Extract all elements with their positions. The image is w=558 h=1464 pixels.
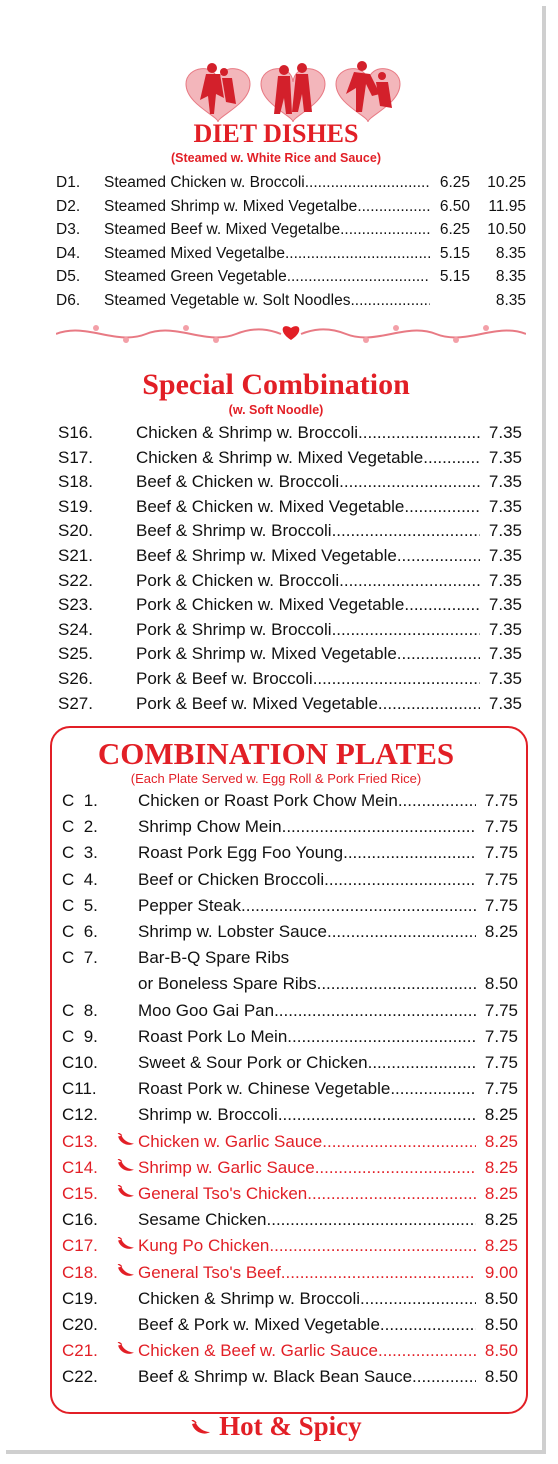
item-code: S26.: [58, 669, 93, 688]
combination-plates-title: COMBINATION PLATES: [97, 736, 455, 771]
item-price: 7.35: [488, 546, 522, 565]
item-price-large: 10.50: [487, 221, 526, 238]
item-price: 7.35: [488, 423, 522, 442]
hot-spicy-label: Hot & Spicy: [219, 1411, 362, 1441]
item-name: Chicken or Roast Pork Chow Mein .....: [138, 791, 476, 811]
item-code: C 2.: [62, 817, 98, 837]
combo-item: [62, 817, 518, 837]
item-code: S18.: [58, 472, 93, 492]
item-price: 8.50: [484, 1288, 518, 1308]
diet-item: [56, 245, 526, 263]
item-code: D6.: [56, 291, 81, 309]
item-price: 7.35: [488, 619, 522, 639]
item-name: or Boneless Spare Ribs .....: [138, 974, 476, 994]
item-code: S23.: [58, 595, 93, 615]
item-name: Pepper Steak .....: [138, 896, 476, 916]
special-combination-subtitle: (w. Soft Noodle): [228, 403, 324, 417]
hot-pepper-icon: [114, 1184, 138, 1204]
item-code: S19.: [58, 496, 93, 516]
item-code: C 7.: [62, 948, 98, 968]
combo-item: [62, 1105, 518, 1125]
item-name: Beef or Chicken Broccoli .....: [138, 870, 476, 890]
combo-item: [62, 1289, 518, 1309]
item-name: Pork & Beef w. Mixed Vegetable .....: [136, 694, 480, 714]
item-code: C18.: [62, 1262, 98, 1282]
item-code: C17.: [62, 1236, 98, 1256]
item-price: 7.35: [488, 644, 522, 664]
item-name: Sesame Chicken .....: [138, 1210, 476, 1230]
combo-item: [62, 1132, 518, 1152]
item-code: C 8.: [62, 1000, 98, 1020]
item-name: Beef & Chicken w. Mixed Vegetable .....: [136, 497, 480, 517]
item-price: 8.25: [484, 922, 518, 941]
item-price: 8.25: [484, 1236, 518, 1256]
item-code: C21.: [62, 1341, 98, 1361]
item-price: 9.00: [484, 1262, 518, 1282]
item-name: Beef & Chicken w. Broccoli .....: [136, 472, 480, 492]
combo-item: [62, 1158, 518, 1178]
item-name: Steamed Beef w. Mixed Vegetalbe .....: [104, 221, 430, 239]
item-code: C13.: [62, 1131, 98, 1151]
combo-item: [62, 1001, 518, 1021]
item-code: C10.: [62, 1053, 98, 1072]
item-price: 8.25: [484, 1184, 518, 1203]
item-code: C 6.: [62, 922, 98, 941]
item-price-small: 5.15: [439, 268, 470, 285]
item-price: 7.35: [488, 595, 522, 615]
hot-pepper-icon: [114, 1263, 138, 1283]
combo-item: [62, 1079, 518, 1099]
item-price: 7.75: [484, 1079, 518, 1099]
item-name: Shrimp w. Lobster Sauce .....: [138, 922, 476, 942]
item-price: 7.75: [484, 791, 518, 810]
item-code: C11.: [62, 1079, 97, 1099]
item-price: 7.35: [488, 669, 522, 688]
item-name: Shrimp w. Broccoli .....: [138, 1105, 476, 1125]
combo-item: [62, 843, 518, 863]
hot-pepper-icon: [114, 1132, 138, 1152]
item-name: Roast Pork w. Chinese Vegetable .....: [138, 1079, 476, 1099]
combo-item: [62, 1027, 518, 1047]
item-price-large: 11.95: [488, 197, 526, 215]
item-code: C12.: [62, 1105, 98, 1125]
combo-item: [62, 1367, 518, 1387]
item-price-large: 8.35: [495, 244, 526, 262]
diet-item: [56, 221, 526, 239]
item-price: 7.35: [488, 693, 522, 713]
item-price-large: 8.35: [495, 268, 526, 285]
item-code: C 3.: [62, 843, 98, 863]
item-name: Chicken & Beef w. Garlic Sauce .....: [138, 1341, 476, 1361]
item-code: S20.: [58, 521, 93, 541]
item-code: S21.: [58, 546, 93, 565]
item-price: 7.35: [488, 472, 522, 492]
combo-item: [62, 974, 518, 994]
item-code: S22.: [58, 570, 93, 590]
item-name: General Tso's Chicken .....: [138, 1184, 476, 1204]
hot-pepper-icon: [114, 1158, 138, 1178]
item-price: 8.50: [484, 1367, 518, 1387]
heart-vine-divider-icon: [56, 318, 526, 348]
combo-item: [62, 922, 518, 942]
item-code: C19.: [62, 1288, 98, 1308]
diet-item: [56, 198, 526, 216]
item-price-small: 6.50: [439, 197, 470, 215]
special-item: [58, 595, 522, 615]
combo-item: [62, 1263, 518, 1283]
item-price: 8.25: [484, 1105, 518, 1125]
item-name: Bar-B-Q Spare Ribs: [138, 948, 290, 968]
item-price: 7.35: [488, 496, 522, 516]
item-price: 7.75: [484, 1000, 518, 1020]
item-price: 7.75: [484, 1053, 518, 1072]
item-name: Beef & Shrimp w. Black Bean Sauce .....: [138, 1367, 476, 1387]
item-name: Steamed Vegetable w. Solt Noodles .....: [104, 292, 430, 310]
combo-item: [62, 1053, 518, 1073]
combo-item: [62, 791, 518, 811]
item-code: D5.: [56, 268, 81, 285]
item-name: Chicken & Shrimp w. Broccoli .....: [136, 423, 480, 443]
item-code: C 1.: [62, 791, 98, 810]
special-item: [58, 620, 522, 640]
combo-item: [62, 1315, 518, 1335]
dancing-couples-icon: [166, 54, 416, 124]
item-code: S27.: [58, 693, 93, 713]
special-item: [58, 423, 522, 443]
combination-plates-subtitle: (Each Plate Served w. Egg Roll & Pork Fried Rice): [130, 771, 422, 786]
item-price-small: 5.15: [439, 244, 470, 262]
hot-pepper-icon: [114, 1236, 138, 1256]
combo-item: [62, 896, 518, 916]
diet-item: [56, 268, 526, 286]
item-price: 7.35: [488, 570, 522, 590]
item-name: Steamed Chicken w. Broccoli .....: [104, 174, 430, 192]
combo-item: [62, 1184, 518, 1204]
item-code: S17.: [58, 447, 93, 467]
item-name: Pork & Beef w. Broccoli .....: [136, 669, 480, 689]
special-item: [58, 694, 522, 714]
item-price-large: 8.35: [495, 291, 526, 309]
item-price: 8.25: [484, 1157, 518, 1177]
item-code: C15.: [62, 1184, 98, 1203]
item-code: D4.: [56, 244, 81, 262]
item-name: Beef & Pork w. Mixed Vegetable. .....: [138, 1315, 476, 1335]
item-name: Roast Pork Egg Foo Young .....: [138, 843, 476, 863]
item-name: Steamed Mixed Vegetalbe .....: [104, 245, 430, 263]
diet-dishes-title: DIET DISHES: [193, 119, 359, 148]
special-combination-title: Special Combination: [142, 368, 410, 401]
item-code: C 5.: [62, 895, 98, 915]
item-name: Steamed Shrimp w. Mixed Vegetalbe .....: [104, 198, 430, 216]
special-item: [58, 546, 522, 566]
item-name: Steamed Green Vegetable .....: [104, 268, 430, 286]
diet-dishes-subtitle: (Steamed w. White Rice and Sauce): [170, 151, 381, 165]
special-item: [58, 669, 522, 689]
combo-item: [62, 870, 518, 890]
item-code: C22.: [62, 1367, 98, 1387]
hot-spicy-legend: [6, 1411, 546, 1442]
combo-item: [62, 1341, 518, 1361]
special-item: [58, 571, 522, 591]
item-price: 7.75: [484, 895, 518, 915]
item-name: Moo Goo Gai Pan .....: [138, 1001, 476, 1021]
item-code: C16.: [62, 1210, 98, 1230]
special-item: [58, 521, 522, 541]
combo-item: [62, 1210, 518, 1230]
item-name: Chicken & Shrimp w. Mixed Vegetable .....: [136, 448, 480, 468]
item-code: D2.: [56, 197, 81, 215]
item-code: C20.: [62, 1315, 98, 1334]
item-code: C 4.: [62, 869, 98, 889]
special-item: [58, 497, 522, 517]
item-name: Shrimp w. Garlic Sauce .....: [138, 1158, 476, 1178]
special-item: [58, 644, 522, 664]
hot-pepper-icon: [114, 1341, 138, 1361]
item-price-small: 6.25: [439, 174, 470, 191]
diet-item: [56, 292, 526, 310]
item-name: Sweet & Sour Pork or Chicken .....: [138, 1053, 476, 1073]
item-price: 7.35: [488, 521, 522, 541]
item-price-small: 6.25: [439, 221, 470, 238]
item-name: Beef & Shrimp w. Mixed Vegetable .....: [136, 546, 480, 566]
item-name: Beef & Shrimp w. Broccoli .....: [136, 521, 480, 541]
item-price-large: 10.25: [487, 174, 526, 191]
item-price: 8.25: [484, 1210, 518, 1230]
item-name: Shrimp Chow Mein .....: [138, 817, 476, 837]
item-price: 8.50: [484, 1341, 518, 1361]
item-price: 7.75: [484, 817, 518, 837]
item-price: 7.75: [484, 843, 518, 863]
item-code: C 9.: [62, 1026, 98, 1046]
special-item: [58, 472, 522, 492]
item-name: Pork & Shrimp w. Broccoli .....: [136, 620, 480, 640]
combo-item: [62, 948, 518, 968]
item-price: 7.75: [484, 1026, 518, 1046]
item-code: C14.: [62, 1157, 98, 1177]
item-name: Pork & Chicken w. Mixed Vegetable .....: [136, 595, 480, 615]
item-price: 8.50: [484, 974, 518, 994]
diet-item: [56, 174, 526, 192]
item-code: S25.: [58, 644, 93, 664]
item-code: S24.: [58, 619, 93, 639]
item-price: 8.50: [484, 1315, 518, 1334]
item-name: Chicken & Shrimp w. Broccoli .....: [138, 1289, 476, 1309]
item-name: General Tso's Beef .....: [138, 1263, 476, 1283]
combo-item: [62, 1236, 518, 1256]
item-price: 7.75: [484, 869, 518, 889]
item-code: D3.: [56, 221, 81, 238]
hot-pepper-icon: [190, 1411, 219, 1441]
item-name: Kung Po Chicken .....: [138, 1236, 476, 1256]
special-item: [58, 448, 522, 468]
item-name: Pork & Shrimp w. Mixed Vegetable .....: [136, 644, 480, 664]
item-name: Roast Pork Lo Mein .....: [138, 1027, 476, 1047]
item-name: Pork & Chicken w. Broccoli .....: [136, 571, 480, 591]
item-name: Chicken w. Garlic Sauce .....: [138, 1132, 476, 1152]
item-price: 7.35: [488, 447, 522, 467]
menu-page: [6, 6, 546, 1454]
item-code: S16.: [58, 423, 93, 442]
item-price: 8.25: [484, 1131, 518, 1151]
item-code: D1.: [56, 174, 81, 191]
